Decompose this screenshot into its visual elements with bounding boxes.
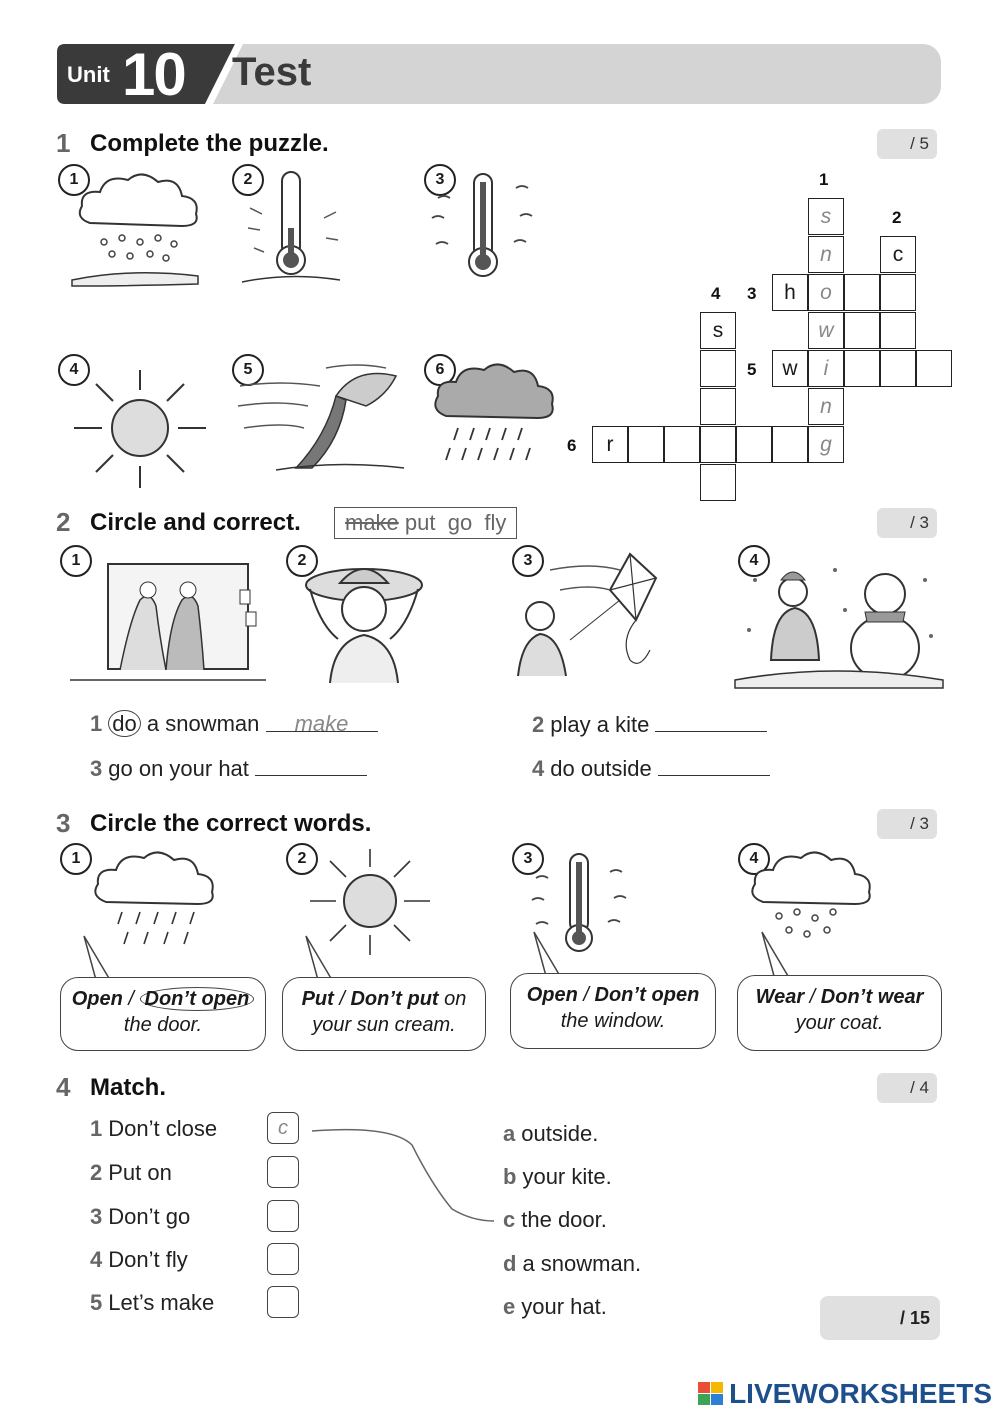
s1-picture-number: 1	[58, 164, 90, 196]
slash: /	[577, 984, 595, 1006]
crossword-cell[interactable]	[628, 426, 664, 463]
match-letter: a	[503, 1121, 516, 1146]
speech-bubble-4	[737, 975, 942, 1051]
crossword-cell[interactable]: r	[592, 426, 628, 463]
match-number: 5	[90, 1290, 103, 1315]
slash: /	[333, 988, 351, 1010]
match-text: Don’t close	[108, 1116, 218, 1141]
match-text: a snowman.	[522, 1251, 642, 1276]
s1-picture-number: 6	[424, 354, 456, 386]
option-2[interactable]: Don’t wear	[820, 986, 924, 1008]
match-text: your kite.	[522, 1164, 612, 1189]
match-right-item	[503, 1294, 607, 1320]
word-bank	[334, 507, 517, 539]
s2-item-text: do outside	[550, 756, 652, 781]
crossword-cell[interactable]: w	[808, 312, 844, 349]
unit-label: Unit	[67, 62, 110, 87]
match-right-item	[503, 1121, 598, 1147]
section2-number: 2	[56, 507, 71, 537]
s2-item-text: a snowman	[146, 711, 260, 736]
bubble-tail	[760, 932, 790, 978]
match-text: Let’s make	[108, 1290, 215, 1315]
bubble-tail-text: on	[438, 988, 467, 1010]
crossword-cell[interactable]	[844, 350, 880, 387]
section3-title: Circle the correct words.	[90, 810, 372, 837]
section4-title: Match.	[90, 1074, 167, 1101]
match-letter: e	[503, 1294, 516, 1319]
option-1[interactable]: Put	[301, 988, 334, 1010]
match-connector-line	[312, 1125, 502, 1225]
hot-thermometer-icon	[430, 168, 550, 288]
s2-item-2	[532, 711, 767, 738]
bubble-tail	[304, 936, 334, 982]
s2-item-3	[90, 755, 367, 782]
match-number: 2	[90, 1160, 103, 1185]
match-left-item	[90, 1204, 190, 1230]
speech-bubble-3	[510, 973, 716, 1049]
section2-score: / 3	[877, 508, 937, 538]
section2-title: Circle and correct.	[90, 509, 301, 536]
s2-answer-field[interactable]	[655, 711, 767, 732]
match-right-item	[503, 1207, 607, 1233]
crossword-cell[interactable]	[700, 350, 736, 387]
s3-picture-number: 1	[60, 843, 92, 875]
word-bank-crossed: make	[345, 510, 399, 535]
section1-number: 1	[56, 128, 71, 158]
section3-score: / 3	[877, 809, 937, 839]
liveworksheets-logo-text[interactable]: LIVEWORKSHEETS	[729, 1378, 992, 1409]
clue-number-1: 1	[819, 170, 829, 189]
slash: /	[804, 986, 821, 1008]
sun-icon	[60, 360, 210, 500]
s2-item-number: 1	[90, 711, 103, 736]
section1-title: Complete the puzzle.	[90, 130, 329, 157]
s2-answer-field[interactable]	[658, 755, 770, 776]
match-left-item	[90, 1160, 172, 1186]
people-door-picture	[70, 560, 270, 685]
clue-number-6: 6	[567, 436, 577, 455]
option-2[interactable]: Don’t put	[350, 988, 439, 1010]
match-letter: d	[503, 1251, 517, 1276]
crossword-cell[interactable]: w	[772, 350, 808, 387]
match-answer-box[interactable]: c	[267, 1112, 299, 1144]
unit-number: 10	[122, 41, 185, 108]
windy-tree-icon	[236, 356, 406, 476]
match-text: Put on	[108, 1160, 172, 1185]
girl-kite-picture	[510, 550, 680, 680]
crossword-cell[interactable]: n	[808, 236, 844, 273]
clue-number-2: 2	[892, 208, 902, 227]
match-answer-box[interactable]	[267, 1243, 299, 1275]
s2-item-number: 4	[532, 756, 545, 781]
match-number: 4	[90, 1247, 103, 1272]
liveworksheets-logo-icon	[698, 1382, 724, 1406]
s3-picture-number: 2	[286, 843, 318, 875]
option-1[interactable]: Wear	[755, 986, 805, 1008]
match-number: 3	[90, 1204, 103, 1229]
crossword-cell[interactable]: n	[808, 388, 844, 425]
match-letter: c	[503, 1207, 516, 1232]
clue-number-5: 5	[747, 360, 757, 379]
crossword-cell[interactable]	[664, 426, 700, 463]
s2-answer-field[interactable]	[255, 755, 367, 776]
s1-picture-number: 5	[232, 354, 264, 386]
match-left-item	[90, 1247, 188, 1273]
bubble-tail	[532, 932, 562, 978]
s2-picture-number: 1	[60, 545, 92, 577]
crossword-cell[interactable]: c	[880, 236, 916, 273]
slash: /	[122, 988, 140, 1010]
snowman-picture	[735, 550, 945, 690]
section4-score: / 4	[877, 1073, 937, 1103]
s3-picture-number: 3	[512, 843, 544, 875]
match-number: 1	[90, 1116, 103, 1141]
s2-item-4	[532, 755, 770, 782]
option-1[interactable]: Open	[526, 984, 578, 1006]
match-text: Don’t go	[108, 1204, 191, 1229]
speech-bubble-2	[282, 977, 486, 1051]
option-1[interactable]: Open	[71, 988, 123, 1010]
snow-cloud-icon	[70, 168, 210, 288]
s2-item-number: 3	[90, 756, 103, 781]
crossword-cell[interactable]: i	[808, 350, 844, 387]
match-right-item	[503, 1251, 641, 1277]
rain-cloud-icon	[88, 850, 238, 950]
s1-picture-number: 3	[424, 164, 456, 196]
match-right-item	[503, 1164, 612, 1190]
cold-thermometer-icon	[240, 168, 350, 288]
boy-hat-picture	[300, 555, 430, 685]
section4-number: 4	[56, 1072, 71, 1102]
match-left-item	[90, 1116, 217, 1142]
page-title: Test	[232, 50, 312, 94]
rain-cloud-icon	[428, 360, 558, 475]
match-left-item	[90, 1290, 214, 1316]
s1-picture-number: 2	[232, 164, 264, 196]
bubble-line2: the window.	[560, 1010, 666, 1032]
crossword-cell[interactable]	[700, 426, 736, 463]
crossword-cell[interactable]	[772, 426, 808, 463]
match-answer-box[interactable]	[267, 1200, 299, 1232]
circled-word: do	[108, 710, 140, 737]
s2-item-number: 2	[532, 712, 545, 737]
crossword-cell[interactable]	[844, 274, 880, 311]
crossword-cell[interactable]	[736, 426, 772, 463]
match-answer-box[interactable]	[267, 1156, 299, 1188]
total-score: / 15	[820, 1296, 940, 1340]
crossword-cell[interactable]: s	[808, 198, 844, 235]
crossword-cell[interactable]	[844, 312, 880, 349]
crossword-cell[interactable]	[916, 350, 952, 387]
s2-item-text: play a kite	[550, 712, 650, 737]
crossword-cell[interactable]	[880, 312, 916, 349]
crossword-cell[interactable]	[880, 350, 916, 387]
crossword-cell[interactable]: h	[772, 274, 808, 311]
s2-item-1	[90, 711, 378, 737]
crossword-cell[interactable]: s	[700, 312, 736, 349]
s2-answer-field[interactable]: make	[266, 711, 378, 732]
s3-picture-number: 4	[738, 843, 770, 875]
word-bank-words: put go fly	[404, 510, 507, 535]
section3-number: 3	[56, 808, 71, 838]
bubble-line2: your coat.	[795, 1012, 884, 1034]
option-2-circled[interactable]: Don’t open	[140, 987, 255, 1011]
bubble-line2: the door.	[123, 1014, 203, 1036]
clue-number-3: 3	[747, 284, 757, 303]
s2-item-text: go on your hat	[108, 756, 249, 781]
match-text: outside.	[521, 1121, 599, 1146]
crossword-cell[interactable]	[700, 388, 736, 425]
crossword-cell[interactable]	[700, 464, 736, 501]
match-text: the door.	[521, 1207, 607, 1232]
crossword-cell[interactable]	[880, 274, 916, 311]
bubble-tail	[82, 936, 112, 982]
match-text: your hat.	[521, 1294, 607, 1319]
crossword-cell[interactable]: o	[808, 274, 844, 311]
crossword-cell[interactable]: g	[808, 426, 844, 463]
section1-score: / 5	[877, 129, 937, 159]
match-answer-box[interactable]	[267, 1286, 299, 1318]
s1-picture-number: 4	[58, 354, 90, 386]
s2-picture-number: 4	[738, 545, 770, 577]
option-2[interactable]: Don’t open	[594, 984, 700, 1006]
s2-picture-number: 2	[286, 545, 318, 577]
match-text: Don’t fly	[108, 1247, 188, 1272]
match-letter: b	[503, 1164, 517, 1189]
clue-number-4: 4	[711, 284, 721, 303]
speech-bubble-1	[60, 977, 266, 1051]
bubble-line2: your sun cream.	[312, 1014, 456, 1036]
s2-picture-number: 3	[512, 545, 544, 577]
